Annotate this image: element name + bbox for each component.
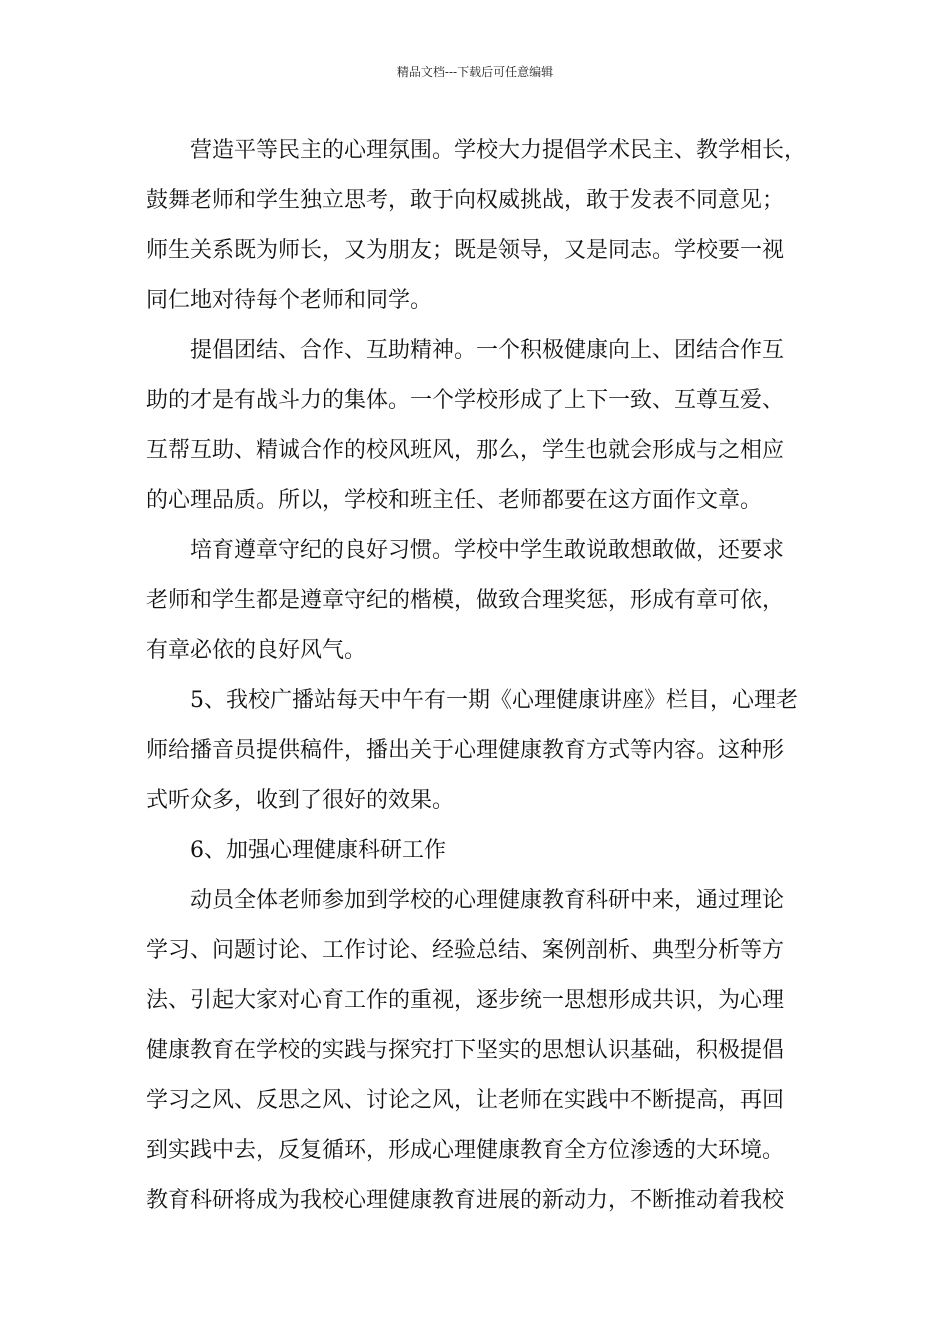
text-line: 法、引起大家对心育工作的重视，逐步统一思想形成共识，为心理 (146, 988, 785, 1013)
text-line: 老师和学生都是遵章守纪的楷模，做致合理奖惩，形成有章可依， (146, 588, 785, 613)
text-line: 健康教育在学校的实践与探究打下坚实的思想认识基础，积极提倡 (146, 1038, 785, 1063)
text-line: 6、加强心理健康科研工作 (190, 838, 446, 863)
text-line: 鼓舞老师和学生独立思考，敢于向权威挑战，敢于发表不同意见； (146, 188, 785, 213)
text-line: 营造平等民主的心理氛围。学校大力提倡学术民主、教学相长， (190, 138, 807, 163)
text-line: 5、我校广播站每天中午有一期《心理健康讲座》栏目，心理老 (190, 688, 798, 713)
text-line: 同仁地对待每个老师和同学。 (146, 288, 433, 313)
text-line: 学习之风、反思之风、讨论之风，让老师在实践中不断提高，再回 (146, 1088, 785, 1113)
text-line: 互帮互助、精诚合作的校风班风，那么，学生也就会形成与之相应 (146, 438, 785, 463)
page-header: 精品文档---下载后可任意编辑 (396, 65, 554, 79)
text-line: 提倡团结、合作、互助精神。一个积极健康向上、团结合作互 (190, 338, 785, 363)
text-line: 师给播音员提供稿件，播出关于心理健康教育方式等内容。这种形 (146, 738, 785, 763)
text-line: 到实践中去，反复循环，形成心理健康教育全方位渗透的大环境。 (146, 1138, 785, 1163)
text-line: 教育科研将成为我校心理健康教育进展的新动力，不断推动着我校 (146, 1188, 785, 1213)
text-line: 培育遵章守纪的良好习惯。学校中学生敢说敢想敢做，还要求 (190, 538, 785, 563)
text-line: 师生关系既为师长，又为朋友；既是领导，又是同志。学校要一视 (146, 238, 785, 263)
text-line: 式听众多，收到了很好的效果。 (146, 788, 455, 813)
text-line: 的心理品质。所以，学校和班主任、老师都要在这方面作文章。 (146, 488, 763, 513)
text-line: 学习、问题讨论、工作讨论、经验总结、案例剖析、典型分析等方 (146, 938, 785, 963)
document-body (146, 126, 810, 1226)
text-line: 动员全体老师参加到学校的心理健康教育科研中来，通过理论 (190, 888, 785, 913)
text-line: 助的才是有战斗力的集体。一个学校形成了上下一致、互尊互爱、 (146, 388, 785, 413)
text-line: 有章必依的良好风气。 (146, 638, 367, 663)
